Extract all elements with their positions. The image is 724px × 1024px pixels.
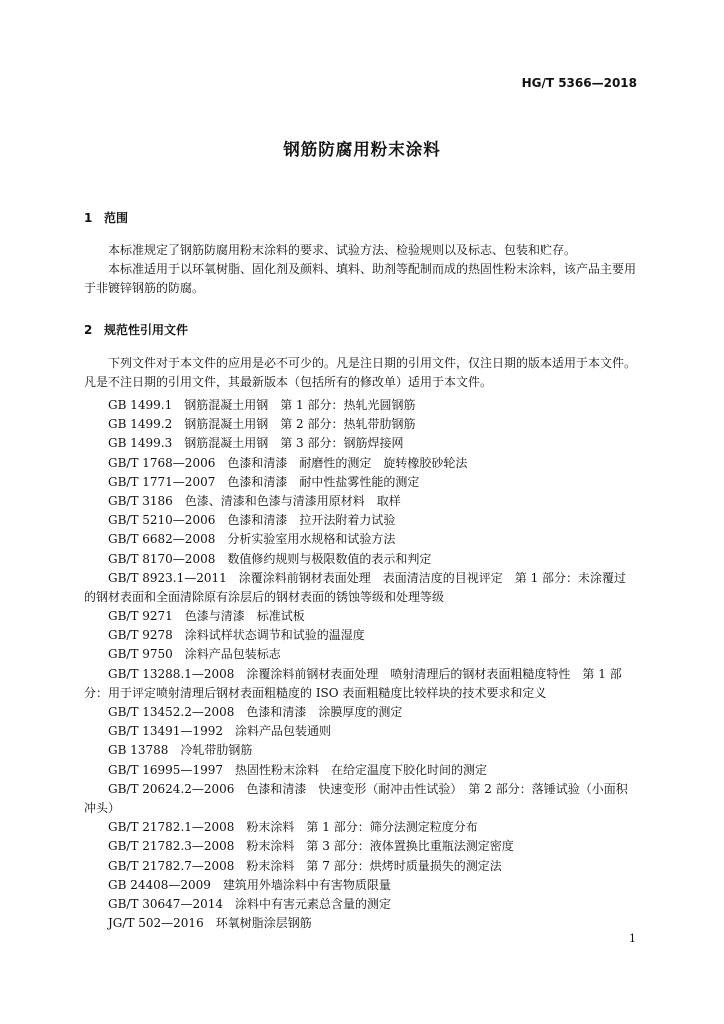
reference-item: GB/T 21782.1—2008 粉末涂料 第 1 部分：筛分法测定粒度分布: [108, 820, 478, 835]
reference-item: GB/T 13288.1—2008 涂覆涂料前钢材表面处理 喷射清理后的钢材表面粗糙度特性 第 1 部: [108, 666, 622, 681]
reference-item-continuation: 冲头）: [84, 800, 121, 815]
reference-item: GB/T 9271 色漆与清漆 标准试板: [108, 609, 305, 624]
page-number: 1: [629, 932, 636, 945]
document-title: 钢筋防腐用粉末涂料: [283, 140, 441, 159]
reference-item: GB 24408—2009 建筑用外墙涂料中有害物质限量: [108, 877, 391, 892]
reference-item: GB/T 9278 涂料试样状态调节和试验的温湿度: [108, 628, 365, 643]
reference-item: GB 13788 冷轧带肋钢筋: [108, 743, 253, 758]
reference-item: GB/T 3186 色漆、清漆和色漆与清漆用原材料 取样: [108, 493, 401, 508]
section-1-heading: [84, 209, 128, 226]
section-1-number: 1: [84, 211, 93, 225]
paragraph: 本标准规定了钢筋防腐用粉末涂料的要求、试验方法、检验规则以及标志、包装和贮存。: [108, 243, 577, 257]
reference-item-continuation: 的钢材表面和全面清除原有涂层后的钢材表面的锈蚀等级和处理等级: [84, 589, 445, 604]
section-2-title: 规范性引用文件: [104, 323, 189, 337]
standard-code: HG/T 5366—2018: [521, 76, 637, 90]
reference-item: GB/T 8923.1—2011 涂覆涂料前钢材表面处理 表面清洁度的目视评定 第 1 部分：未涂覆过: [108, 570, 627, 585]
reference-item-continuation: 分：用于评定喷射清理后钢材表面粗糙度的 ISO 表面粗糙度比较样块的技术要求和定义: [84, 685, 547, 700]
reference-item: GB/T 13452.2—2008 色漆和清漆 涂膜厚度的测定: [108, 705, 403, 719]
reference-item: GB/T 8170—2008 数值修约规则与极限数值的表示和判定: [108, 551, 432, 566]
paragraph: 本标准适用于以环氧树脂、固化剂及颜料、填料、助剂等配制而成的热固性粉末涂料，该产品主要用于非镀锌钢筋的防腐。: [84, 262, 637, 295]
reference-item: GB/T 30647—2014 涂料中有害元素总含量的测定: [108, 896, 391, 911]
reference-item: GB 1499.3 钢筋混凝土用钢 第 3 部分：钢筋焊接网: [108, 436, 404, 451]
reference-item: GB/T 16995—1997 热固性粉末涂料 在给定温度下胶化时间的测定: [108, 762, 487, 777]
section-2-intro: [84, 354, 640, 392]
reference-item: GB/T 6682—2008 分析实验室用水规格和试验方法: [108, 532, 396, 547]
section-2-heading: [84, 321, 188, 338]
reference-item: JG/T 502—2016 环氧树脂涂层钢筋: [108, 916, 312, 931]
reference-item: GB/T 1771—2007 色漆和清漆 耐中性盐雾性能的测定: [108, 474, 420, 489]
reference-item: GB/T 21782.3—2008 粉末涂料 第 3 部分：液体置换比重瓶法测定密度: [108, 839, 514, 854]
reference-list: [84, 396, 642, 933]
reference-item: GB/T 9750 涂料产品包装标志: [108, 647, 281, 662]
section-1-title: 范围: [104, 211, 129, 225]
paragraph: 下列文件对于本文件的应用是必不可少的。凡是注日期的引用文件，仅注日期的版本适用于本文件。凡是不注日期的引用文件，其最新版本（包括所有的修改单）适用于本文件。: [84, 356, 637, 389]
reference-item: GB/T 5210—2006 色漆和清漆 拉开法附着力试验: [108, 513, 396, 528]
section-2-number: 2: [84, 323, 93, 337]
reference-item: GB 1499.1 钢筋混凝土用钢 第 1 部分：热轧光圆钢筋: [108, 398, 416, 412]
reference-item: GB/T 20624.2—2006 色漆和清漆 快速变形（耐冲击性试验） 第 2 部分：落锤试验（小面积: [108, 781, 628, 796]
reference-item: GB/T 13491—1992 涂料产品包装通则: [108, 724, 331, 739]
reference-item: GB/T 1768—2006 色漆和清漆 耐磨性的测定 旋转橡胶砂轮法: [108, 455, 468, 470]
reference-item: GB 1499.2 钢筋混凝土用钢 第 2 部分：热轧带肋钢筋: [108, 417, 416, 432]
reference-item: GB/T 21782.7—2008 粉末涂料 第 7 部分：烘烤时质量损失的测定法: [108, 858, 502, 873]
section-1-body: [84, 241, 640, 298]
